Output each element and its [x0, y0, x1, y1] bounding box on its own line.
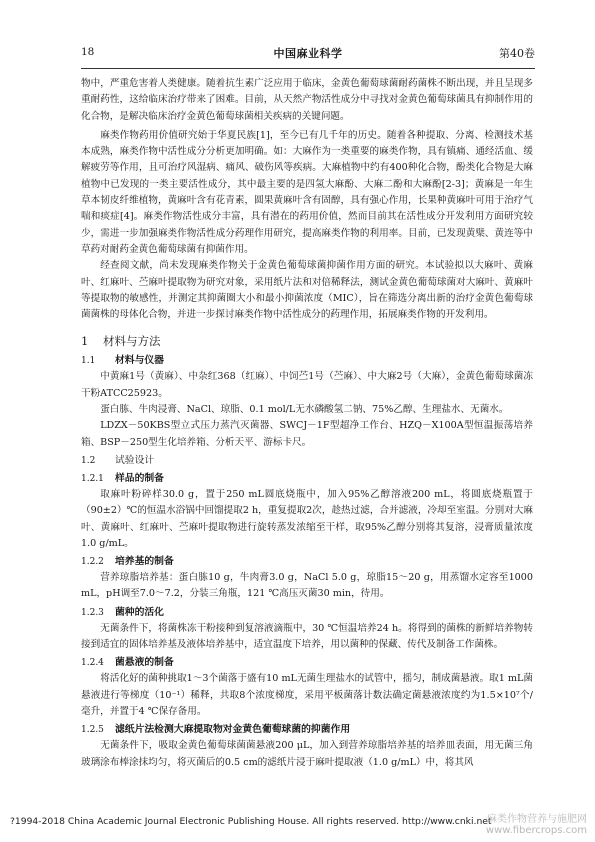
section-heading-1	[81, 333, 533, 349]
journal-title: 中国麻业科学	[273, 47, 343, 60]
subsection-number: 1.2.3	[81, 607, 104, 618]
subsection-heading-1-2-4	[81, 655, 533, 671]
subsection-number: 1.1	[81, 356, 96, 367]
subsection-number: 1.2.5	[81, 725, 104, 736]
section-number: 1	[81, 334, 89, 349]
subsection-title: 滤纸片法检测大麻提取物对金黄色葡萄球菌的抑菌作用	[115, 724, 351, 736]
subsection-heading-1-2-1	[81, 471, 533, 487]
reagents-paragraph: 蛋白胨、牛肉浸膏、NaCl、琼脂、0.1 mol/L无水磷酸氢二钠、75%乙醇、生理盐水、无菌水。	[100, 404, 509, 416]
subsection-title: 材料与仪器	[115, 355, 164, 367]
subsection-number: 1.2.1	[81, 473, 104, 484]
watermark-url: www.fibercrops.com	[485, 825, 587, 836]
subsection-heading-1-2-5	[81, 722, 533, 738]
subsection-number: 1.2.2	[81, 557, 104, 568]
subsection-title: 培养基的制备	[115, 556, 174, 568]
subsection-title: 菌种的活化	[115, 606, 164, 618]
subsection-title: 样品的制备	[115, 472, 164, 484]
subsection-heading-1-2-3	[81, 605, 533, 621]
paragraph-background: 麻类作物药用价值研究始于华夏民族[1]，至今已有几千年的历史。随着各种提取、分离、检测技术基本成熟，麻类作物中活性成分分析更加明确。如：大麻作为一类重要的麻类作物，具有镇痛、通经活血、缓解疲劳等作用，且可治疗风湿病、痛风、破伤风等疾病。大麻植物中约有400种化合物，酚类化合物是大麻植物中已发现的一类主要活性成分，其中最主要的是四氢大麻酚、大麻二酚和大麻酚[2-3]；黄麻是一年生草本韧皮纤维植物，黄麻叶含有花青素，圆果黄麻叶含有固醇，具有强心作用，长果种黄麻叶可用于治疗气喘和痰症[4]。麻类作物活性成分丰富，具有潜在的药用价值，然而目前其在活性成分开发利用方面研究较少，需进一步加强麻类作物活性成分药理作用研究，提高麻类作物的利用率。目前，已发现黄檗、黄连等中草药对耐药金黄色葡萄球菌有抑菌作用。	[81, 129, 533, 255]
subsection-title: 试验设计	[115, 454, 155, 466]
subsection-number: 1.2	[81, 455, 96, 466]
filter-paper-method-paragraph: 无菌条件下，吸取金黄色葡萄球菌菌悬液200 μL，加入到营养琼脂培养基的培养皿表面，用无菌三角玻璃涂布棒涂抹均匀，将灭菌后的0.5 cm的滤纸片浸于麻叶提取液（1.0 g/mL）中，将其风	[81, 740, 533, 768]
instruments-paragraph: LDZX－50KBS型立式压力蒸汽灭菌器、SWCJ－1F型超净工作台、HZQ－X100A型恒温振荡培养箱、BSP－250型生化培养箱、分析天平、游标卡尺。	[81, 420, 533, 448]
sample-preparation-paragraph: 取麻叶粉碎样30.0 g，置于250 mL圆底烧瓶中，加入95%乙醇溶液200 mL，将圆底烧瓶置于（90±2）℃的恒温水浴锅中回馏提取2 h，重复提取2次，趁热过滤，合并滤液，冷却至室温。分别对大麻叶、黄麻叶、红麻叶、苎麻叶提取物进行旋转蒸发浓缩至干样，取95%乙醇分别将其复溶，浸膏质量浓度1.0 g/mL。	[81, 488, 533, 549]
page-footer	[0, 812, 595, 834]
copyright-notice: ?1994-2018 China Academic Journal Electronic Publishing House. All rights reserved. http://www.cnki.net	[10, 816, 492, 827]
page-header	[81, 42, 535, 69]
subsection-heading-1-2-2	[81, 554, 533, 570]
watermark	[486, 814, 587, 836]
subsection-number: 1.2.4	[81, 658, 104, 669]
paragraph-continued: 物中，严重危害着人类健康。随着抗生素广泛应用于临床，金黄色葡萄球菌耐药菌株不断出现，并且呈现多重耐药性，这给临床治疗带来了困难。目前，从天然产物活性成分中寻找对金黄色葡萄球菌具有抑制作用的化合物，是解决临床治疗金黄色葡萄球菌相关疾病的关键问题。	[81, 78, 533, 122]
section-title: 材料与方法	[103, 334, 161, 349]
subsection-heading-1-1	[81, 353, 533, 369]
page-number: 18	[81, 46, 95, 58]
subsection-heading-1-2	[81, 453, 533, 469]
strain-activation-paragraph: 无菌条件下，将菌株冻干粉接种到复溶液滴瓶中，30 ℃恒温培养24 h。将得到的菌株的新鲜培养物转接到适宜的固体培养基及液体培养基中，适宜温度下培养，用以菌种的保藏、传代及制备工作菌株。	[81, 622, 533, 651]
watermark-site-name: 麻类作物营养与施肥网	[487, 814, 587, 825]
subsection-title: 菌悬液的制备	[115, 657, 174, 669]
suspension-preparation-paragraph: 将活化好的菌种挑取1～3个菌落于盛有10 mL无菌生理盐水的试管中，摇匀，制成菌悬液。取1 mL菌悬液进行等梯度（10⁻¹）稀释，共取8个浓度梯度，采用平板菌落计数法确定菌悬液浓度约为1.5×10⁷个/毫升，并置于4 ℃保存备用。	[81, 673, 533, 717]
materials-paragraph: 中黄麻1号（黄麻）、中杂红368（红麻）、中饲苎1号（苎麻）、中大麻2号（大麻），金黄色葡萄球菌冻干粉ATCC25923。	[81, 371, 533, 399]
volume-label: 第40卷	[499, 47, 535, 60]
paragraph-objective: 经查阅文献，尚未发现麻类作物关于金黄色葡萄球菌抑菌作用方面的研究。本试验拟以大麻叶、黄麻叶、红麻叶、苎麻叶提取物为研究对象，采用纸片法和对倍稀释法，测试金黄色葡萄球菌对大麻叶、黄麻叶等提取物的敏感性，并测定其抑菌圈大小和最小抑菌浓度（MIC），旨在筛选分离出新的治疗金黄色葡萄球菌菌株的母体化合物，并进一步探讨麻类作物中活性成分的药理作用，拓展麻类作物的开发利用。	[81, 260, 533, 321]
medium-preparation-paragraph: 营养琼脂培养基：蛋白胨10 g，牛肉膏3.0 g，NaCl 5.0 g，琼脂15～20 g，用蒸馏水定容至1000 mL，pH调至7.0～7.2，分装三角瓶，121 ℃高压灭菌30 min，待用。	[81, 572, 533, 600]
article-body	[81, 76, 533, 771]
